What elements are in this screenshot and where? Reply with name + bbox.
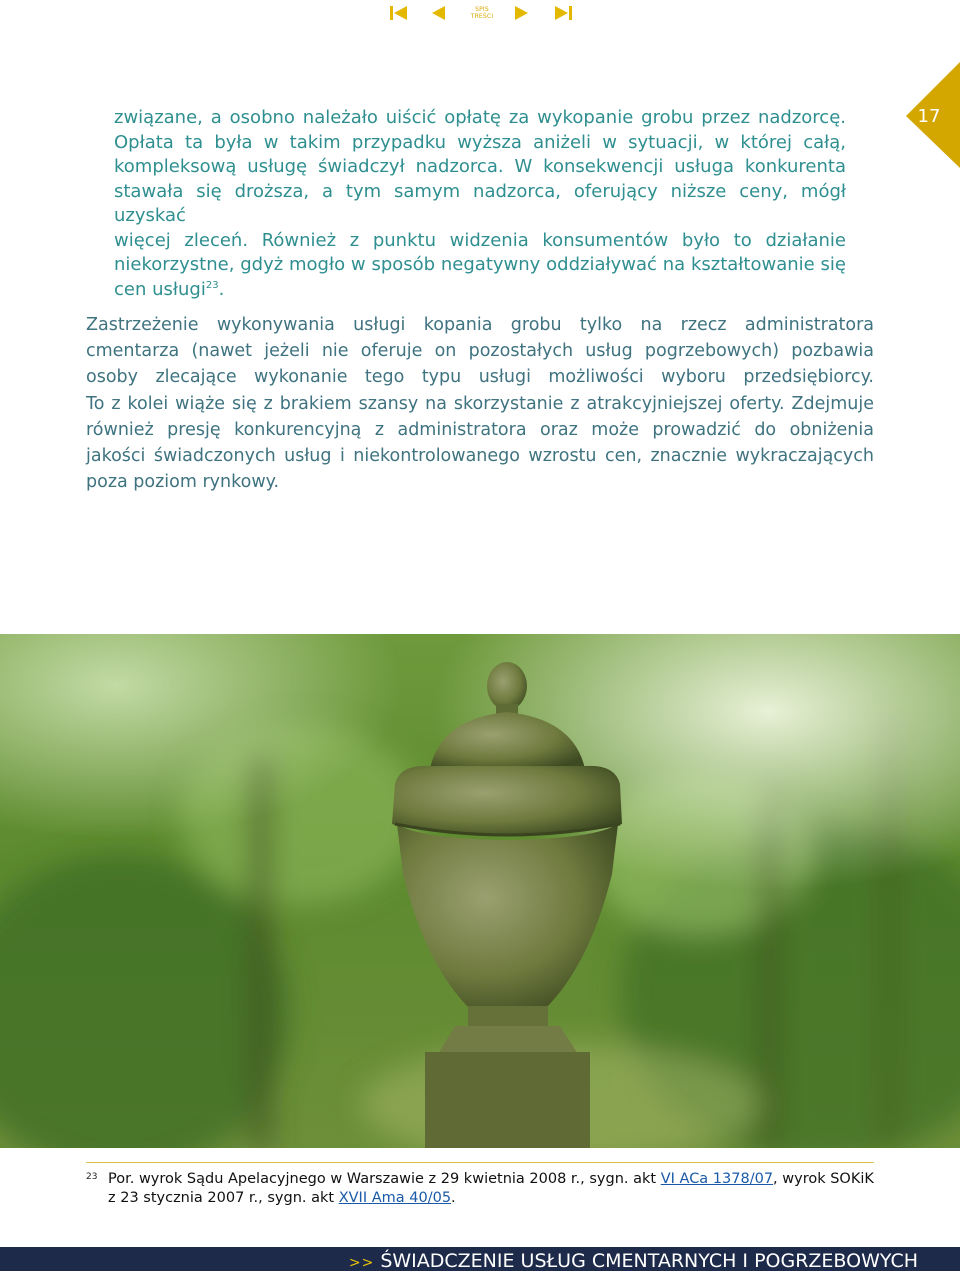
double-arrow-icon: >> (348, 1255, 375, 1271)
body-paragraph (86, 312, 874, 495)
body-line: poza poziom rynkowy. (86, 472, 280, 493)
case-link-vi-aca[interactable]: VI ACa 1378/07 (660, 1171, 774, 1187)
footnote-text (108, 1170, 888, 1208)
quote-line: więcej zleceń. Również z punktu widzenia konsumentów było to działanie (114, 229, 846, 251)
page-navigation (0, 4, 960, 26)
toc-label-line2: TREŚCI (470, 13, 494, 20)
quote-line: stawała się droższa, a tym samym nadzorca, oferujący niższe ceny, mógł uzyskać (114, 180, 846, 226)
next-page-icon[interactable] (514, 4, 530, 24)
last-page-icon[interactable] (553, 4, 573, 24)
footnote-line-1 (108, 1170, 888, 1189)
quote-last-text: cen usługi (114, 278, 206, 300)
footnote-text-part: . (451, 1190, 456, 1206)
case-link-xvii-ama[interactable]: XVII Ama 40/05 (338, 1190, 452, 1206)
quote-last-line (114, 278, 846, 303)
quote-line: związane, a osobno należało uiścić opłatę za wykopanie grobu przez nadzorcę. (114, 107, 846, 128)
footnote-text-part: Por. wyrok Sądu Apelacyjnego w Warszawie z 29 kwietnia 2008 r., sygn. akt (108, 1171, 661, 1187)
quote-last-punct: . (218, 278, 225, 300)
previous-page-icon[interactable] (430, 4, 446, 24)
body-line: cmentarza (nawet jeżeli nie oferuje on pozostałych usług pogrzebowych) pozbawia (86, 341, 874, 362)
body-line: jakości świadczonych usług i niekontrolowanego wzrostu cen, znacznie wykraczających (86, 446, 874, 467)
section-title (349, 1247, 918, 1271)
footnote-text-part: z 23 stycznia 2007 r., sygn. akt (108, 1190, 339, 1206)
body-line: osoby zlecające wykonanie tego typu usługi możliwości wyboru przedsiębiorcy. (86, 367, 874, 388)
footnote-line-2 (108, 1189, 888, 1208)
quoted-paragraph (114, 106, 846, 302)
section-title-text: ŚWIADCZENIE USŁUG CMENTARNYCH I POGRZEBOWYCH (380, 1250, 918, 1272)
stone-urn-photo (0, 634, 960, 1148)
body-line: Zastrzeżenie wykonywania usługi kopania grobu tylko na rzecz administratora (86, 315, 874, 335)
quote-line: Opłata ta była w takim przypadku wyższa aniżeli w sytuacji, w której całą, (114, 131, 846, 153)
quote-line: kompleksową usługę świadczył nadzorca. W konsekwencji usługa konkurenta (114, 156, 846, 177)
footnote-text-part: , wyrok SOKiK (773, 1171, 874, 1187)
footnote-number: 23 (86, 1172, 98, 1182)
quote-line: niekorzystne, gdyż mogło w sposób negatywny oddziaływać na kształtowanie się (114, 254, 846, 275)
body-line: To z kolei wiąże się z brakiem szansy na skorzystanie z atrakcyjniejszej oferty. Zdejmuje (86, 393, 874, 414)
footnote-reference[interactable]: 23 (205, 279, 219, 291)
table-of-contents-link[interactable] (462, 6, 502, 20)
page-number: 17 (917, 106, 941, 127)
first-page-icon[interactable] (389, 4, 409, 24)
toc-label-line1: SPIS (475, 6, 489, 13)
footnote-separator (86, 1162, 874, 1163)
body-line: również presję konkurencyjną z administratora oraz może prowadzić do obniżenia (86, 419, 874, 440)
